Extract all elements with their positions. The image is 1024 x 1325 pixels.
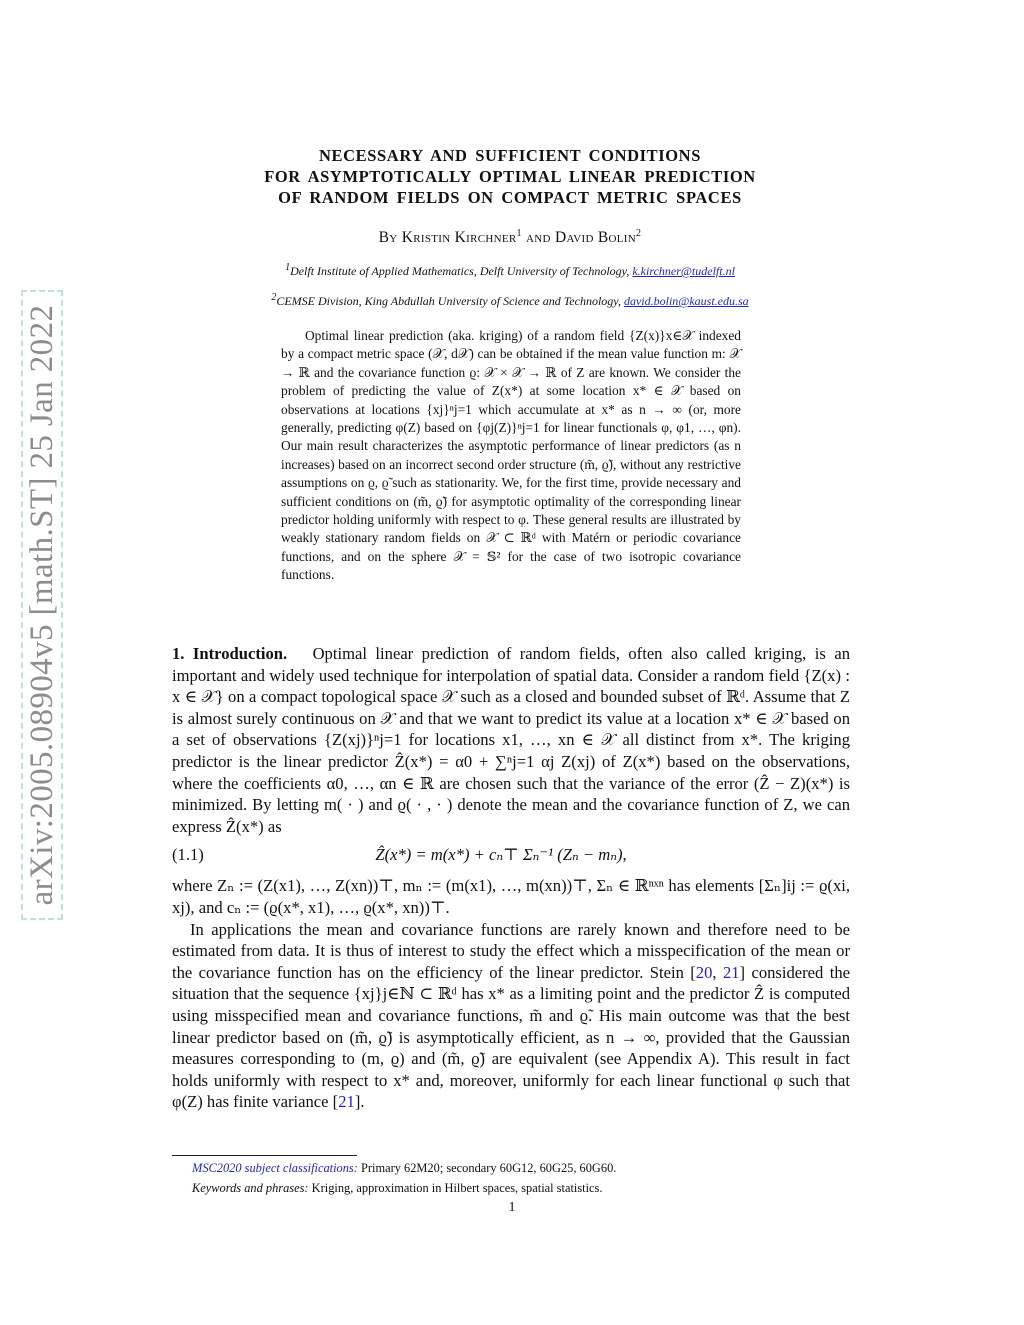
intro-paragraph bbox=[172, 643, 850, 837]
footnote-msc bbox=[192, 1160, 832, 1176]
affiliation-marker: 1 bbox=[516, 228, 522, 239]
affiliation bbox=[180, 262, 840, 279]
page-number: 1 bbox=[508, 1200, 516, 1215]
email-link[interactable]: david.bolin@kaust.edu.sa bbox=[623, 294, 749, 308]
affiliation-text: Delft Institute of Applied Mathematics, Delft University of Technology, bbox=[290, 264, 630, 278]
footnote-rule bbox=[172, 1155, 357, 1156]
paragraph-text: ]. bbox=[354, 1092, 365, 1112]
introduction-section bbox=[172, 643, 850, 1113]
affiliation-marker: 2 bbox=[636, 228, 642, 239]
title-line: FOR ASYMPTOTICALLY OPTIMAL LINEAR PREDICTION bbox=[264, 167, 756, 186]
misspecification-paragraph bbox=[172, 919, 850, 1113]
paper-title bbox=[180, 145, 840, 208]
paragraph-text: Optimal linear prediction of random fields, often also called kriging, is an important and widely used technique for interpolation of spatial data. Consider a random field {Z(x) : x ∈ 𝒳} on a compact topological space 𝒳 such as a closed and bounded subset of ℝᵈ. Assume that Z is almost surely continuous on 𝒳 and that we want to predict its value at a location x* ∈ 𝒳 based on a set of observations {Z(xj)}ⁿj=1 for locations x1, …, xn ∈ 𝒳 all distinct from x*. The kriging predictor is the linear predictor Ẑ(x*) = α0 + ∑ⁿj=1 αj Z(xj) of Z(x*) based on the observations, where the coefficients α0, …, αn ∈ ℝ are chosen such that the variance of the error (Ẑ − Z)(x*) is minimized. By letting m( · ) and ϱ( · , · ) denote the mean and the covariance function of Z, we can express Ẑ(x*) as bbox=[172, 644, 851, 836]
equation-label: (1.1) bbox=[172, 844, 204, 864]
author-name: David Bolin bbox=[554, 229, 637, 247]
citation-separator: , bbox=[712, 962, 723, 982]
equation-body: Ẑ(x*) = m(x*) + cₙ⊤ Σₙ⁻¹ (Zₙ − mₙ), bbox=[375, 844, 627, 864]
affiliation bbox=[180, 292, 840, 309]
abstract bbox=[281, 327, 741, 585]
section-heading: 1. Introduction. bbox=[172, 644, 288, 663]
footnote-text: Primary 62M20; secondary 60G12, 60G25, 60G60. bbox=[361, 1161, 617, 1175]
affiliation-text: CEMSE Division, King Abdullah University of Science and Technology, bbox=[276, 294, 621, 308]
msc-link[interactable]: MSC2020 subject classifications: bbox=[192, 1161, 358, 1175]
footnote-label: Keywords and phrases: bbox=[192, 1181, 309, 1195]
author-line bbox=[180, 228, 840, 247]
citation-link[interactable]: 21 bbox=[338, 1092, 355, 1112]
paragraph-text: ] considered the situation that the sequence {xj}j∈ℕ ⊂ ℝᵈ has x* as a limiting point and the predictor Ẑ is computed using misspecified mean and covariance functions, m̃ and ϱ̃. His main outcome was that the best linear predictor based on (m̃, ϱ̃) is asymptotically efficient, as n → ∞, provided that the Gaussian measures corresponding to (m, ϱ) and (m̃, ϱ̃) are equivalent (see Appendix A). This result in fact holds uniformly with respect to x* and, moreover, uniformly for each linear functional φ such that φ(Z) has finite variance [ bbox=[172, 962, 850, 1112]
email-link[interactable]: k.kirchner@tudelft.nl bbox=[632, 264, 735, 278]
citation-link[interactable]: 20 bbox=[695, 962, 713, 982]
title-line: NECESSARY AND SUFFICIENT CONDITIONS bbox=[319, 146, 701, 165]
abstract-text: Optimal linear prediction (aka. kriging) of a random field {Z(x)}x∈𝒳 indexed by a compact metric space (𝒳, d𝒳) can be obtained if the mean value function m: 𝒳 → ℝ and the covariance function ϱ: 𝒳 × 𝒳 → ℝ of Z are known. We consider the problem of predicting the value of Z(x*) at some location x* ∈ 𝒳 based on observations at locations {xj}ⁿj=1 which accumulate at x* as n → ∞ (or, more generally, predicting φ(Z) based on {φj(Z)}ⁿj=1 for linear functionals φ, φ1, …, φn). Our main result characterizes the asymptotic performance of linear predictors (as n increases) based on an incorrect second order structure (m̃, ϱ̃), without any restrictive assumptions on ϱ, ϱ̃ such as stationarity. We, for the first time, provide necessary and sufficient conditions on (m̃, ϱ̃) for asymptotic optimality of the corresponding linear predictor holding uniformly with respect to φ. These general results are illustrated by weakly stationary random fields on 𝒳 ⊂ ℝᵈ with Matérn or periodic covariance functions, and on the sphere 𝒳 = 𝕊² for the case of two isotropic covariance functions. bbox=[281, 328, 741, 583]
and-word: and bbox=[526, 229, 551, 247]
by-word: By bbox=[378, 229, 398, 247]
affiliation-number: 1 bbox=[285, 262, 291, 273]
definitions-paragraph: where Zₙ := (Z(x1), …, Z(xn))⊤, mₙ := (m(x1), …, m(xn))⊤, Σₙ ∈ ℝⁿˣⁿ has elements [Σₙ]ij := ϱ(xi, xj), and cₙ := (ϱ(x*, x1), …, ϱ(x*, xn))⊤. bbox=[172, 876, 850, 917]
paragraph-text: In applications the mean and covariance functions are rarely known and therefore need to be estimated from data. It is thus of interest to study the effect which a misspecification of the mean or the covariance function has on the efficiency of the linear predictor. Stein [ bbox=[172, 919, 850, 982]
footnote-keywords bbox=[192, 1180, 832, 1196]
affiliation-number: 2 bbox=[271, 292, 277, 303]
citation-link[interactable]: 21 bbox=[722, 962, 740, 982]
equation-1-1 bbox=[172, 841, 850, 867]
footnote-text: Kriging, approximation in Hilbert spaces, spatial statistics. bbox=[311, 1181, 603, 1195]
author-name: Kristin Kirchner bbox=[401, 229, 517, 247]
arxiv-identifier[interactable]: arXiv:2005.08904v5 [math.ST] 25 Jan 2022 bbox=[23, 304, 60, 906]
title-line: OF RANDOM FIELDS ON COMPACT METRIC SPACES bbox=[278, 188, 742, 207]
